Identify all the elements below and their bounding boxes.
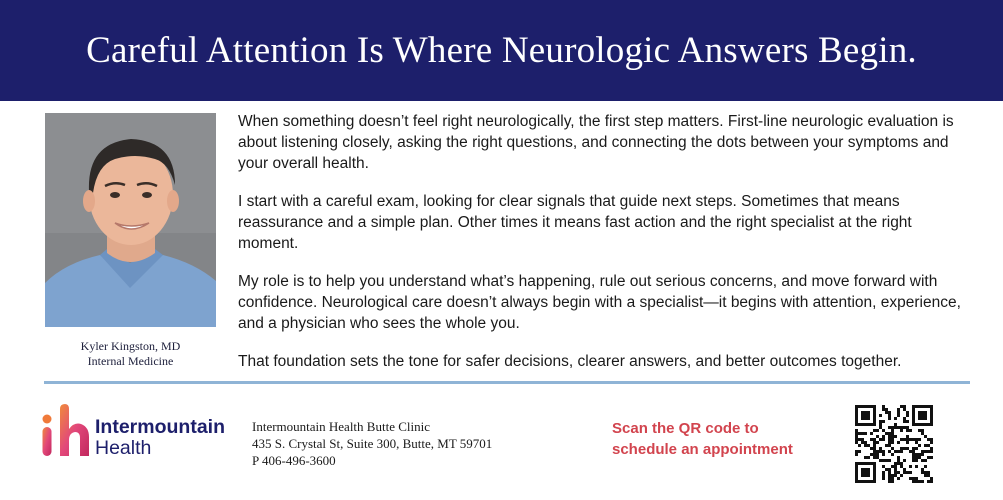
qr-cta-line-1: Scan the QR code to [612,420,759,437]
qr-cta-line-2: schedule an appointment [612,441,793,458]
doctor-specialty: Internal Medicine [87,354,174,368]
qr-code[interactable] [855,405,933,483]
qr-code-icon [855,405,933,483]
logo-wordmark [95,417,225,459]
paragraph-3: My role is to help you understand what’s happening, rule out serious concerns, and move forward with confidence. Neurological care doesn’t always begin with a specialist—it begins with attention, experience, and a physician who sees the whole you. [238,273,961,332]
intermountain-health-logo-icon [38,403,94,463]
doctor-photo [45,113,216,327]
logo-line-1: Intermountain [95,416,225,438]
qr-cta [612,418,793,460]
clinic-phone[interactable]: P 406-496-3600 [252,453,336,468]
clinic-address-block [252,418,492,469]
intermountain-health-logo[interactable] [38,403,238,463]
clinic-address: 435 S. Crystal St, Suite 300, Butte, MT 59701 [252,436,493,451]
body-copy [238,111,973,389]
paragraph-2: I start with a careful exam, looking for clear signals that guide next steps. Sometimes that means reassurance and a simple plan. Other times it means fast action and the right specialist at the right moment. [238,193,912,252]
paragraph-1: When something doesn’t feel right neurologically, the first step matters. First-line neurologic evaluation is about listening closely, asking the right questions, and connecting the dots between your symptoms and your overall health. [238,113,954,172]
divider [44,381,970,384]
clinic-name: Intermountain Health Butte Clinic [252,419,430,434]
logo-line-2: Health [95,437,152,459]
doctor-caption [45,339,216,369]
header-banner [0,0,1003,101]
page-title: Careful Attention Is Where Neurologic Answers Begin. [86,30,917,71]
doctor-name: Kyler Kingston, MD [80,339,181,353]
paragraph-4: That foundation sets the tone for safer decisions, clearer answers, and better outcomes together. [238,353,902,370]
